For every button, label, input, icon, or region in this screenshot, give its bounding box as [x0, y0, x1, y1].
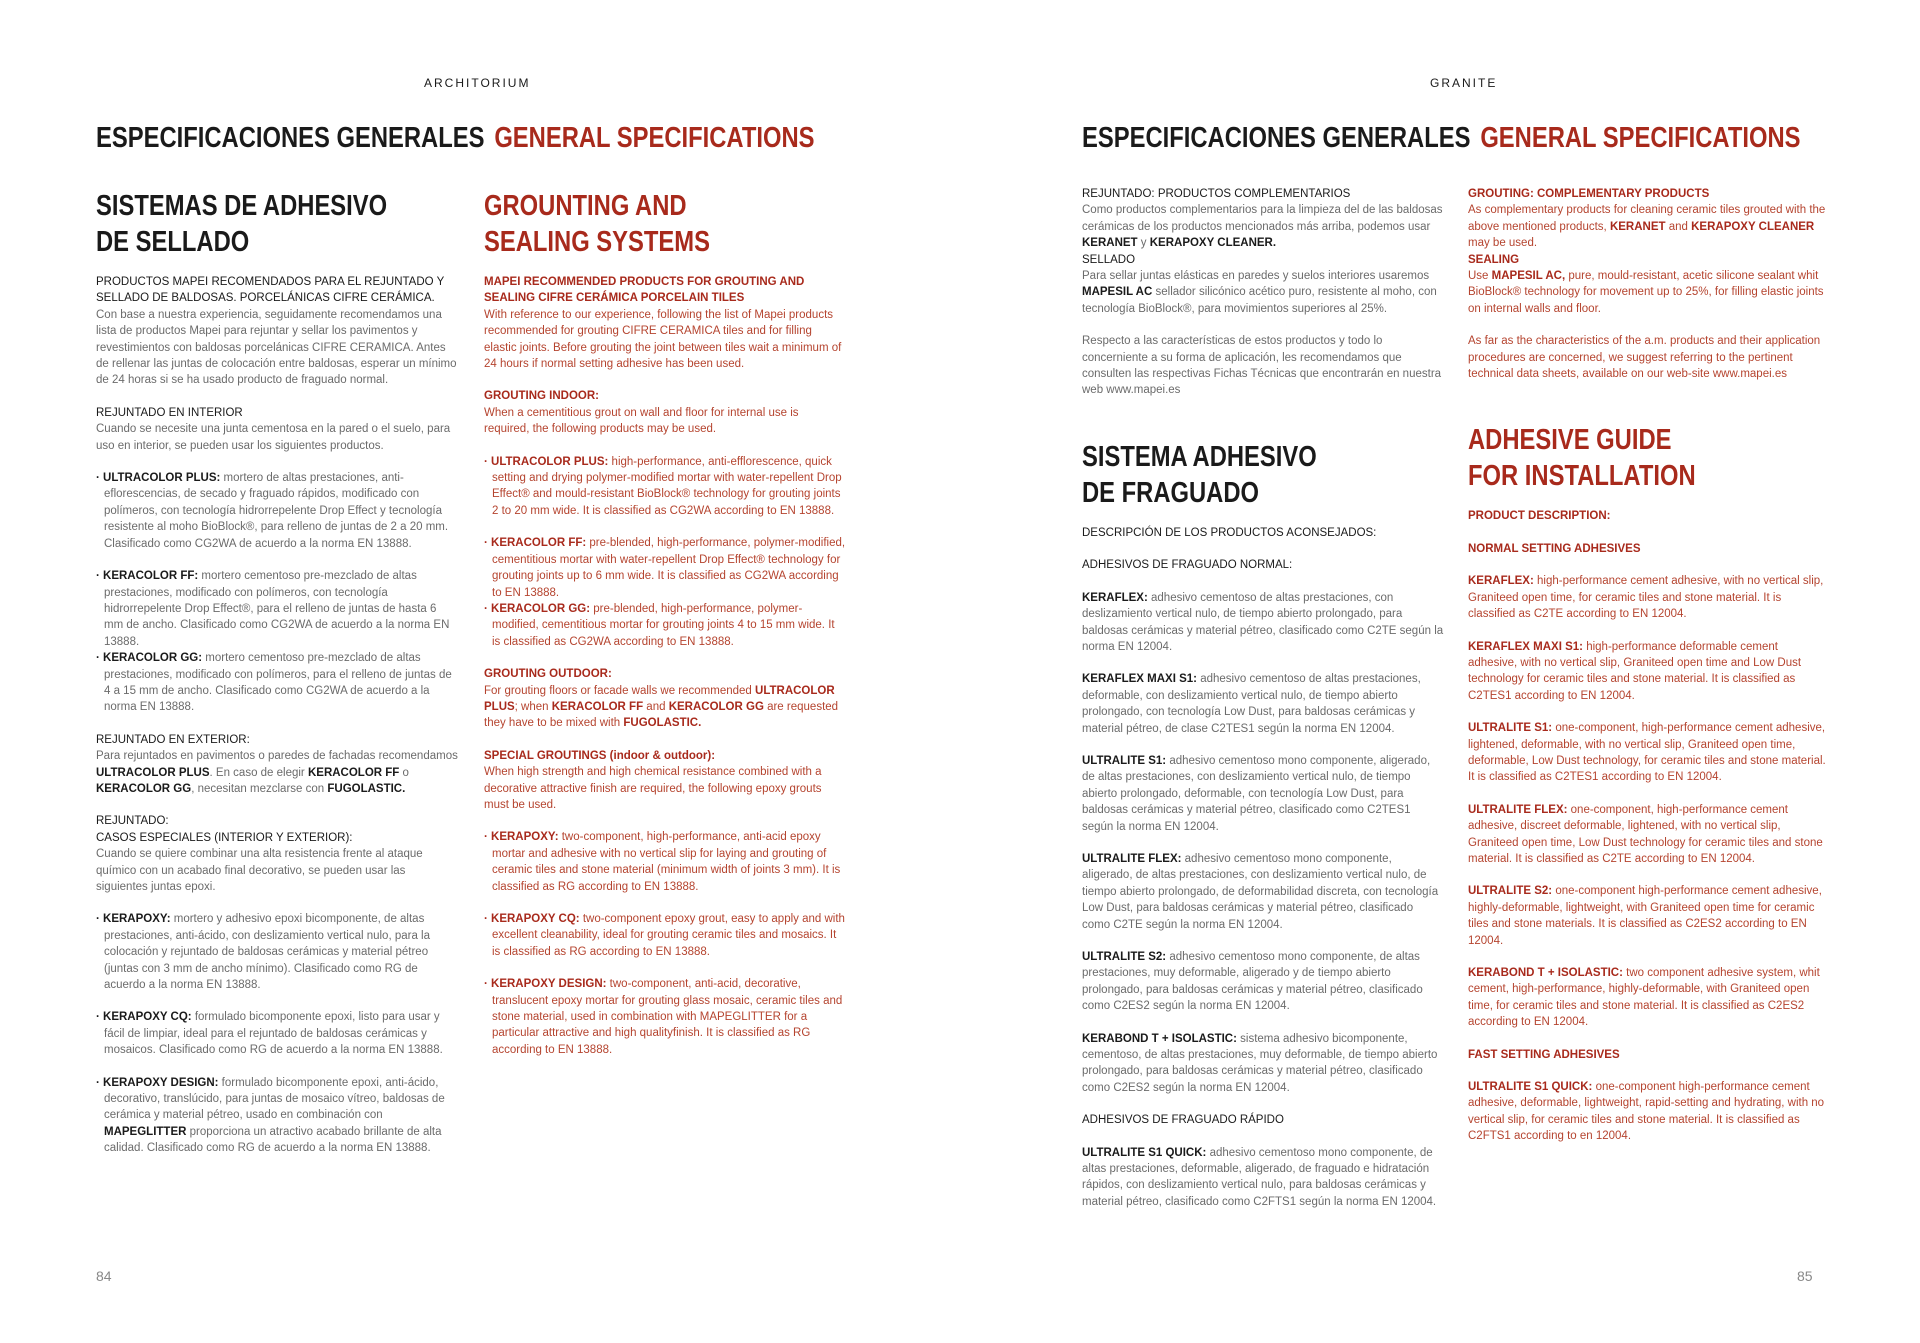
product-item — [1082, 590, 1444, 656]
section-heading — [1468, 422, 1765, 494]
text: are requested they have to be mixed with — [484, 700, 839, 730]
section-heading-line: FOR INSTALLATION — [1468, 460, 1696, 493]
text: Para rejuntados en pavimentos o paredes de fachadas recomendamos — [96, 750, 458, 763]
product-item — [1082, 851, 1444, 933]
product-name: · KERAPOXY DESIGN: — [96, 1076, 219, 1089]
product-name: ULTRACOLOR PLUS — [96, 766, 210, 779]
paragraph — [1468, 202, 1830, 251]
product-name: · KERAPOXY CQ: — [484, 913, 580, 925]
product-item — [96, 470, 458, 552]
english-column — [484, 188, 846, 1058]
section-heading-line: DE SELLADO — [96, 226, 250, 258]
product-description: pre-blended, high-performance, polymer-modified, cementitious mortar with water-repellent Drop Effect® technology for grouting joints up to 6 mm wide. It is classified as CG2WA according to EN 13888. — [492, 537, 846, 599]
page-number: 85 — [1797, 1268, 1813, 1284]
right-page — [960, 0, 1920, 1343]
product-name: · KERAPOXY CQ: — [96, 1011, 192, 1024]
product-name: MAPEGLITTER — [104, 1125, 187, 1138]
product-item — [484, 454, 846, 520]
text: Use — [1468, 270, 1492, 283]
spanish-column — [1082, 186, 1444, 1210]
text: As complementary products for cleaning ceramic tiles grouted with the above mentioned products, — [1468, 204, 1826, 233]
product-item — [484, 535, 846, 601]
product-item — [484, 601, 846, 650]
product-description: high-performance cement adhesive, with no vertical slip, Graniteed open time, for ceramic tiles and stone material. It is classified as C2TE according to EN 12004. — [1468, 575, 1824, 621]
product-item — [96, 650, 458, 716]
product-item — [1082, 1031, 1444, 1097]
product-name: KERACOLOR GG — [96, 782, 192, 795]
product-name: · KERACOLOR FF: — [484, 537, 587, 550]
product-description: mortero de altas prestaciones, anti-eflorescencias, de secado y fraguado rápidos, modificado con polímeros, con tecnología hidrorrepelente Drop Effect y tecnología resistente al moho BioBlock®, para relleno de juntas de 2 a 20 mm. Clasificado como CG2WA de acuerdo a la norma EN 13888. — [104, 472, 449, 550]
page-title-es: ESPECIFICACIONES GENERALES — [1082, 122, 1471, 154]
product-name: MAPESIL AC — [1082, 286, 1153, 299]
product-name: ULTRALITE S1: — [1082, 754, 1167, 767]
paragraph: As far as the characteristics of the a.m. products and their application procedures are concerned, we suggest referring to the pertinent technical data sheets, available on our web-site www.mapei.es — [1468, 335, 1821, 381]
page-title — [96, 122, 814, 155]
product-description: mortero cementoso pre-mezclado de altas prestaciones, modificado con polímeros, para el relleno de juntas de 4 a 15 mm de ancho. Clasificado como CG2WA de acuerdo a la norma EN 13888. — [104, 652, 452, 714]
subheading: FAST SETTING ADHESIVES — [1468, 1048, 1620, 1061]
product-item — [96, 1009, 458, 1058]
product-item — [484, 976, 846, 1058]
product-description: adhesivo cementoso mono componente, aligerado, de altas prestaciones, con deslizamiento vertical nulo, de tiempo abierto prolongado, de deformabilidad discreta, con tecnología Low Dust, para baldosas cerámicas y material pétreo, clasificado como C2TE según la norma EN 12004. — [1082, 852, 1439, 931]
section-heading-line: SISTEMA ADHESIVO — [1082, 440, 1317, 473]
section-heading-line: SEALING SYSTEMS — [484, 226, 710, 258]
product-description: two-component epoxy grout, easy to apply and with excellent cleanability, ideal for grouting ceramic tiles and mosaics. It is classified as RG according to EN 13888. — [492, 913, 845, 958]
paragraph: Cuando se necesite una junta cementosa en la pared o el suelo, para uso en interior, se pueden usar los siguientes productos. — [96, 423, 451, 452]
subheading: SELLADO — [1082, 253, 1136, 266]
section-heading-line: GROUNTING AND — [484, 190, 687, 222]
product-item — [1468, 802, 1830, 868]
running-header: GRANITE — [1430, 76, 1498, 90]
product-name: FUGOLASTIC. — [623, 717, 702, 730]
paragraph — [484, 683, 846, 732]
product-description: one-component, high-performance cement adhesive, discreet deformable, lightened, with no vertical slip, Graniteed open time, Low Dust technology for ceramic tiles and stone material. It is classified as C2TE according to EN 12004. — [1468, 803, 1823, 865]
product-description: sistema adhesivo bicomponente, cementoso, de altas prestaciones, muy deformable, de tiempo abierto prolongado, para baldosas cerámicas y material pétreo, clasificado como C2ES2 según la norma EN 12004. — [1082, 1032, 1438, 1094]
product-item — [1468, 965, 1830, 1031]
text: and — [643, 700, 669, 713]
paragraph — [96, 748, 458, 797]
text: o — [399, 766, 409, 779]
product-description: formulado bicomponente epoxi, anti-ácido, decorativo, translúcido, para juntas de mosaico vítreo, baldosas de cerámica y material pétreo, usado en combinación con — [104, 1076, 445, 1122]
product-description: high-performance, anti-efflorescence, quick setting and drying polymer-modified mortar with water-repellent Drop Effect® and mould-resistant BioBlock® technology for grouting joints 2 to 20 mm wide. It is classified as CG2WA according to EN 13888. — [492, 455, 842, 517]
paragraph: With reference to our experience, following the list of Mapei products recommended for grouting CIFRE CERAMICA tiles and for filling elastic joints. Before grouting the joint between tiles wait a minimum of 24 hours if normal setting adhesive has been used. — [484, 308, 842, 371]
text: sellador silicónico acético puro, resistente al moho, con tecnología BioBlock®, para movimientos superiores al 25%. — [1082, 286, 1437, 315]
section-heading-line: ADHESIVE GUIDE — [1468, 424, 1672, 457]
product-description: adhesivo cementoso mono componente, de altas prestaciones, muy deformable, aligerado y de tiempo abierto prolongado, para baldosas cerámicas y material pétreo, clasificado como C2ES2 según la norma EN 12004. — [1082, 951, 1423, 1013]
subheading: REJUNTADO EN INTERIOR — [96, 406, 243, 419]
subheading: REJUNTADO EN EXTERIOR: — [96, 733, 250, 746]
text: may be used. — [1468, 237, 1538, 250]
product-name: · KERACOLOR GG: — [484, 602, 591, 615]
product-description: two component adhesive system, whit cement, high-performance, highly-deformable, with Graniteed open time, for ceramic tiles and stone material. It is classified as C2ES2 according to EN 12004. — [1468, 967, 1820, 1029]
product-name: KERACOLOR FF — [307, 766, 400, 779]
subheading: PRODUCTOS MAPEI RECOMENDADOS PARA EL REJUNTADO Y SELLADO DE BALDOSAS. PORCELÁNICAS CIFRE CERÁMICA. — [96, 276, 445, 305]
product-description: adhesivo cementoso mono componente, de altas prestaciones, deformable, aligerado, de fraguado e hidratación rápidos, con deslizamiento vertical nulo, para baldosas cerámicas y material pétreo, clasificado como C2FTS1 según la norma EN 12004. — [1082, 1146, 1437, 1208]
subheading: MAPEI RECOMMENDED PRODUCTS FOR GROUTING AND SEALING CIFRE CERÁMICA PORCELAIN TILES — [484, 276, 805, 305]
product-item — [1468, 883, 1830, 949]
product-name: · KERACOLOR FF: — [96, 570, 199, 583]
product-item — [1082, 671, 1444, 737]
product-name: KERANET — [1609, 220, 1666, 233]
subheading: GROUTING INDOOR: — [484, 390, 599, 403]
product-item — [1082, 1145, 1444, 1211]
page-title-es: ESPECIFICACIONES GENERALES — [96, 122, 485, 154]
product-description: one-component high-performance cement adhesive, deformable, lightweight, rapid-setting and hydrating, with no vertical slip, for ceramic tiles and stone material. It is classified as C2FTS1 according to en 12004. — [1468, 1081, 1825, 1143]
product-description: pre-blended, high-performance, polymer-modified, cementitious mortar for grouting joints 4 to 15 mm wide. It is classified as CG2WA according to EN 13888. — [492, 602, 835, 648]
product-name: ULTRALITE S1: — [1468, 722, 1553, 735]
running-header: ARCHITORIUM — [424, 76, 531, 90]
paragraph — [1082, 202, 1444, 251]
subheading: DESCRIPCIÓN DE LOS PRODUCTOS ACONSEJADOS: — [1082, 526, 1377, 539]
product-item — [1468, 1079, 1830, 1145]
product-description: adhesivo cementoso mono componente, aligerado, de altas prestaciones, con deslizamiento vertical nulo, de tiempo abierto prolongado, deformable, con tecnología Low Dust, para baldosas cerámicas y material pétreo, clasificado como C2TES1 según la norma EN 12004. — [1082, 754, 1431, 833]
product-item — [484, 829, 846, 895]
product-item — [96, 568, 458, 650]
subheading: REJUNTADO: — [96, 815, 169, 828]
product-description: one-component high-performance cement adhesive, highly-deformable, lightweight, with Graniteed open time for ceramic tiles and stone materials. It is classified as C2ES2 according to EN 12004. — [1468, 885, 1822, 947]
product-name: · ULTRACOLOR PLUS: — [96, 472, 221, 485]
product-name: ULTRALITE FLEX: — [1468, 803, 1568, 816]
product-name: ULTRALITE S1 QUICK: — [1082, 1146, 1207, 1159]
paragraph: When a cementitious grout on wall and floor for internal use is required, the following products may be used. — [484, 406, 799, 436]
page-number: 84 — [96, 1268, 112, 1284]
text: . En caso de elegir — [209, 766, 308, 779]
product-item — [1468, 720, 1830, 786]
section-heading-line: DE FRAGUADO — [1082, 476, 1260, 509]
product-description: two-component, high-performance, anti-acid epoxy mortar and adhesive with no vertical slip for laying and grouting of ceramic tiles and stone material (minimum width of joints 3 mm). It is classified as RG according to EN 13888. — [492, 831, 841, 893]
paragraph: Cuando se quiere combinar una alta resistencia frente al ataque químico con un acabado final decorativo, se pueden usar las siguientes juntas epoxi. — [96, 848, 423, 893]
text: pure, mould-resistant, acetic silicone sealant whit BioBlock® technology for movement up to 25%, for filling elastic joints on internal walls and floor. — [1468, 270, 1824, 315]
subheading: NORMAL SETTING ADHESIVES — [1468, 542, 1641, 555]
product-item — [96, 911, 458, 993]
product-name: · KERACOLOR GG: — [96, 652, 203, 665]
product-name: KERABOND T + ISOLASTIC: — [1468, 967, 1623, 979]
product-name: ULTRALITE FLEX: — [1082, 852, 1182, 865]
product-name: · KERAPOXY DESIGN: — [484, 978, 607, 991]
product-item — [1468, 573, 1830, 622]
product-description: two-component, anti-acid, decorative, translucent epoxy mortar for grouting glass mosaic, ceramic tiles and stone material, used in combination with MAPEGLITTER for a particular attractive and high qualityfinish. It is classified as RG according to EN 13888. — [492, 978, 843, 1056]
product-name: · KERAPOXY: — [484, 831, 559, 844]
subheading: SPECIAL GROUTINGS (indoor & outdoor): — [484, 749, 716, 762]
product-item — [1082, 949, 1444, 1015]
paragraph: When high strength and high chemical resistance combined with a decorative attractive finish are required, the following epoxy grouts must be used. — [484, 766, 822, 811]
product-name: KERABOND T + ISOLASTIC: — [1082, 1032, 1237, 1045]
section-heading — [484, 188, 781, 260]
page-title-en: GENERAL SPECIFICATIONS — [494, 122, 815, 154]
text: Para sellar juntas elásticas en paredes y suelos interiores usaremos — [1082, 270, 1430, 283]
subheading: REJUNTADO: PRODUCTOS COMPLEMENTARIOS — [1082, 188, 1351, 200]
subheading: GROUTING OUTDOOR: — [484, 668, 612, 681]
subheading: SEALING — [1468, 253, 1520, 266]
product-name: KERAFLEX: — [1082, 591, 1148, 604]
product-description: high-performance deformable cement adhesive, with no vertical slip, Graniteed open time and Low Dust technology for ceramic tiles and stone material. It is classified as C2TES1 according to EN 12004. — [1468, 640, 1802, 702]
paragraph: Respecto a las características de estos productos y todo lo concerniente a su forma de aplicación, les recomendamos que consulten las respectivas Fichas Técnicas que encontrarán en nuestra web www.mapei.es — [1082, 335, 1442, 397]
section-heading-line: SISTEMAS DE ADHESIVO — [96, 190, 388, 222]
product-description: mortero cementoso pre-mezclado de altas prestaciones, modificado con polímeros, con tecnología hidrorrepelente Drop Effect®, para el relleno de juntas de hasta 6 mm de ancho. Clasificado como CG2WA de acuerdo a la norma EN 13888. — [104, 570, 450, 648]
product-description: one-component, high-performance cement adhesive, lightened, deformable, with no vertical slip, Graniteed open time, deformable, Low Dust technology, for ceramic tiles and stone material. It is classified as C2TES1 according to EN 12004. — [1468, 722, 1826, 784]
product-name: FUGOLASTIC. — [327, 782, 406, 795]
product-name: KERACOLOR FF — [551, 700, 644, 713]
paragraph — [1082, 268, 1444, 317]
english-column — [1468, 186, 1830, 1145]
product-name: KERAPOXY CLEANER. — [1149, 237, 1277, 250]
product-item — [1468, 639, 1830, 705]
product-description: mortero y adhesivo epoxi bicomponente, de altas prestaciones, anti-ácido, con deslizamiento vertical nulo, para la colocación y rejuntado de baldosas cerámicas y material pétreo (juntas con 3 mm de ancho mínimo). Clasificado como RG de acuerdo a la norma EN 13888. — [104, 913, 431, 992]
subheading: CASOS ESPECIALES (INTERIOR Y EXTERIOR): — [96, 831, 353, 844]
spanish-column — [96, 188, 458, 1157]
subheading: PRODUCT DESCRIPTION: — [1468, 510, 1611, 523]
text: and — [1665, 220, 1692, 233]
product-name: KERACOLOR GG — [668, 700, 764, 713]
product-description: proporciona un atractivo acabado brillante de alta calidad. Clasificado como RG de acuerdo a la norma EN 13888. — [104, 1125, 442, 1155]
product-name: MAPESIL AC, — [1491, 270, 1566, 283]
product-item — [1082, 753, 1444, 835]
product-name: ULTRALITE S2: — [1082, 951, 1167, 963]
product-name: · ULTRACOLOR PLUS: — [484, 455, 609, 468]
page-title — [1082, 122, 1800, 155]
product-name: ULTRALITE S1 QUICK: — [1468, 1081, 1593, 1094]
text: Como productos complementarios para la limpieza del de las baldosas cerámicas de los productos mencionados más arriba, podemos usar — [1082, 204, 1443, 233]
text: For grouting floors or facade walls we recommended — [484, 684, 756, 697]
product-name: ULTRALITE S2: — [1468, 885, 1553, 898]
product-name: · KERAPOXY: — [96, 913, 171, 926]
product-item — [484, 911, 846, 960]
product-description: adhesivo cementoso de altas prestaciones, deformable, con deslizamiento vertical nulo, de tiempo abierto prolongado, con tecnología Low Dust, para baldosas cerámicas y material pétreo, de clase C2TES1 según la norma EN 12004. — [1082, 673, 1421, 735]
text: y — [1137, 237, 1150, 250]
product-name: KERAFLEX MAXI S1: — [1082, 673, 1198, 686]
section-heading — [96, 188, 393, 260]
subheading: GROUTING: COMPLEMENTARY PRODUCTS — [1468, 188, 1710, 200]
product-item — [96, 1075, 458, 1157]
subheading: ADHESIVOS DE FRAGUADO NORMAL: — [1082, 559, 1293, 572]
product-description: formulado bicomponente epoxi, listo para usar y fácil de limpiar, ideal para el rejuntado de baldosas cerámicas y mosaicos. Clasificado como RG de acuerdo a la norma EN 13888. — [104, 1011, 443, 1057]
subheading: ADHESIVOS DE FRAGUADO RÁPIDO — [1082, 1114, 1284, 1127]
product-description: adhesivo cementoso de altas prestaciones, con deslizamiento vertical nulo, de tiempo abierto prolongado, para baldosas cerámicas y material pétreo, clasificado como C2TE según la norma EN 12004. — [1082, 591, 1444, 653]
paragraph — [1468, 268, 1830, 317]
product-name: KERANET — [1082, 237, 1138, 250]
product-name: KERAPOXY CLEANER — [1691, 220, 1815, 233]
product-name: KERAFLEX MAXI S1: — [1468, 640, 1584, 653]
text: , necesitan mezclarse con — [191, 782, 328, 795]
product-name: ULTRACOLOR PLUS — [484, 684, 835, 713]
product-name: KERAFLEX: — [1468, 575, 1534, 588]
section-heading — [1082, 439, 1379, 511]
paragraph: Con base a nuestra experiencia, seguidamente recomendamos una lista de productos Mapei para rejuntar y sellar los pavimentos y revestimientos con baldosas porcelánicas CIFRE CERAMICA. Antes de rellenar las juntas de colocación entre baldosas, esperar un mínimo de 24 horas si se ha usado producto de fraguado normal. — [96, 308, 457, 387]
page-title-en: GENERAL SPECIFICATIONS — [1480, 122, 1801, 154]
text: ; when — [514, 700, 552, 713]
